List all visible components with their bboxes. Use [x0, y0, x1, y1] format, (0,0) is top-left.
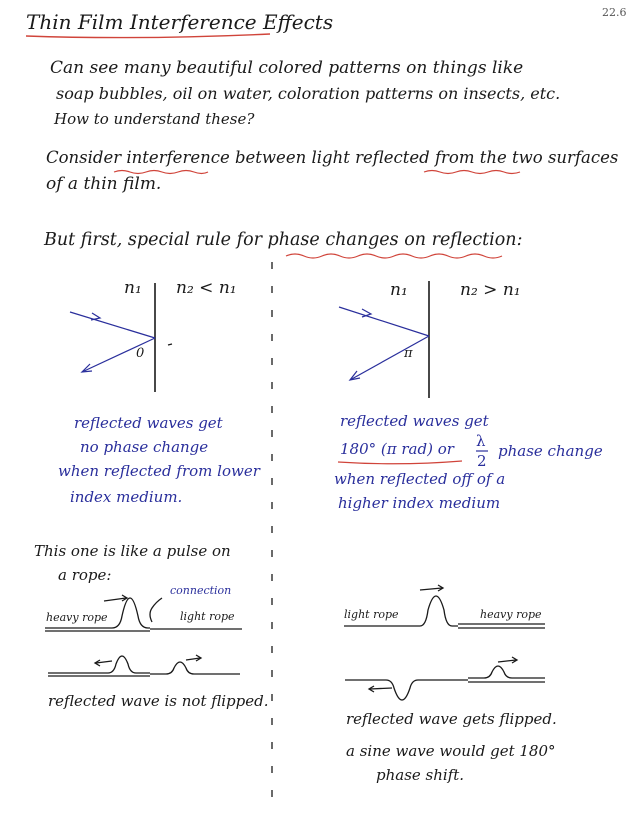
right-light-rope-label: light rope	[344, 608, 399, 621]
phase-changes-underline	[286, 254, 502, 258]
left-caption-line-2: no phase change	[80, 438, 209, 456]
title-underline	[26, 34, 270, 38]
right-heavy-rope-label: heavy rope	[480, 608, 542, 621]
left-caption-line-4: index medium.	[70, 488, 183, 506]
page-number: 22.6	[602, 6, 627, 19]
left-n1-label: n₁	[124, 278, 142, 298]
right-caption-line-1: reflected waves get	[340, 412, 489, 430]
right-rope-reflected	[345, 657, 545, 700]
sine-wave-note-line-2: phase shift.	[376, 766, 465, 784]
left-incident-ray	[70, 312, 155, 338]
two-surfaces-underline	[424, 171, 520, 174]
fraction-numerator: λ	[476, 432, 486, 450]
right-phase-label: π	[404, 346, 413, 361]
page-title: Thin Film Interference Effects	[26, 10, 334, 34]
intro-line-2: soap bubbles, oil on water, coloration patterns on insects, etc.	[56, 84, 561, 103]
left-caption-line-3: when reflected from lower	[58, 462, 260, 480]
left-rope-caption: reflected wave is not flipped.	[48, 692, 269, 710]
right-reflected-ray	[350, 336, 429, 380]
rule-heading: But first, special rule for phase changes on reflection:	[44, 230, 523, 250]
rope-intro-line-2: a rope:	[58, 566, 112, 584]
connection-label: connection	[170, 584, 232, 597]
left-n2-label: n₂ < n₁	[176, 278, 237, 298]
left-caption-line-1: reflected waves get	[74, 414, 223, 432]
right-n1-label: n₁	[390, 280, 408, 300]
rope-intro-line-1: This one is like a pulse on	[34, 542, 231, 560]
right-rope-incident	[344, 585, 545, 628]
left-phase-label: 0	[136, 346, 145, 361]
consider-line-2: of a thin film.	[46, 174, 162, 194]
sine-wave-note-line-1: a sine wave would get 180°	[346, 742, 556, 760]
intro-line-3: How to understand these?	[54, 110, 255, 128]
left-light-rope-label: light rope	[180, 610, 235, 623]
intro-line-1: Can see many beautiful colored patterns on things like	[50, 58, 524, 78]
consider-line-1: Consider interference between light reflected from the two surfaces	[46, 148, 619, 167]
left-heavy-rope-label: heavy rope	[46, 611, 108, 624]
phase-change-underline	[338, 461, 462, 464]
fraction-denominator: 2	[477, 452, 487, 470]
right-incident-ray	[339, 307, 429, 336]
left-rope-reflected	[48, 655, 240, 676]
right-rope-caption: reflected wave gets flipped.	[346, 710, 557, 728]
right-caption-line-2b: phase change	[498, 442, 603, 460]
right-caption-line-3: when reflected off of a	[334, 470, 506, 488]
right-caption-line-4: higher index medium	[338, 494, 501, 512]
right-n2-label: n₂ > n₁	[460, 280, 521, 300]
right-caption-line-2a: 180° (π rad) or	[340, 440, 454, 458]
